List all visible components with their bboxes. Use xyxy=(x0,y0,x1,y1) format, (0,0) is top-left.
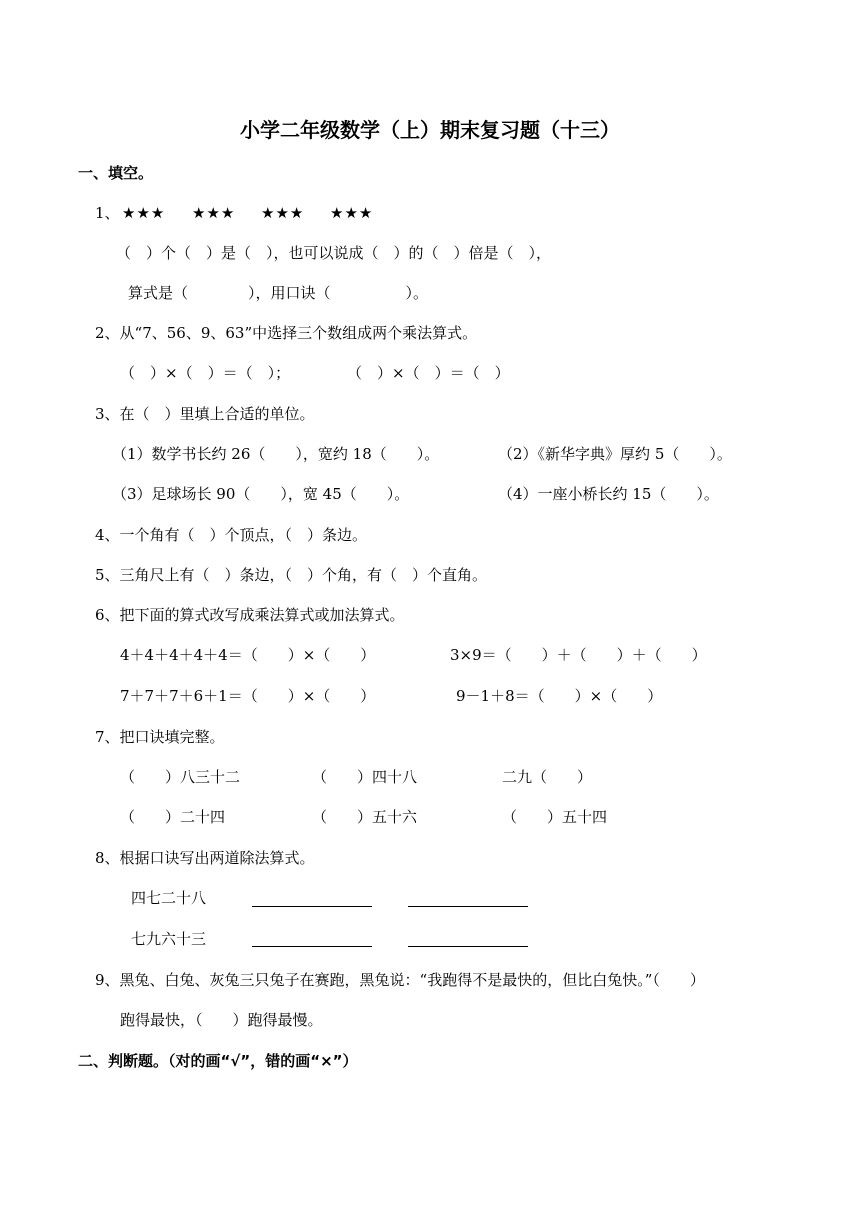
question-2-equation-2: （ ）×（ ）＝（ ） xyxy=(347,364,510,382)
mnemonic-blank-5: （ ）五十六 xyxy=(312,808,418,826)
answer-line-2a xyxy=(252,946,372,947)
question-6-item-2: 3×9＝（ ）＋（ ）＋（ ） xyxy=(450,646,707,664)
section-heading-true-false: 二、判断题。（对的画“√”，错的画“×”） xyxy=(78,1052,358,1070)
question-5-text: 5、三角尺上有（ ）条边，（ ）个角，有（ ）个直角。 xyxy=(95,566,488,584)
mnemonic-blank-2: （ ）四十八 xyxy=(312,768,418,786)
question-6-item-3: 7＋7＋7＋6＋1＝（ ）×（ ） xyxy=(120,687,376,705)
answer-line-1a xyxy=(252,906,372,907)
question-6-item-1: 4＋4＋4＋4＋4＝（ ）×（ ） xyxy=(120,646,376,664)
question-3-item-2: （2）《新华字典》厚约 5（ ）。 xyxy=(498,445,732,463)
mnemonic-row-2: 七九六十三 xyxy=(131,930,207,948)
question-3-text: 3、在（ ）里填上合适的单位。 xyxy=(95,405,315,423)
question-2-equation-1: （ ）×（ ）＝（ ）； xyxy=(120,364,291,382)
answer-line-1b xyxy=(408,906,528,907)
answer-line-2b xyxy=(408,946,528,947)
question-1-line-1: （ ）个（ ）是（ ），也可以说成（ ）的（ ）倍是（ ）， xyxy=(116,244,552,262)
mnemonic-blank-3: 二九（ ） xyxy=(502,768,593,786)
question-6-item-4: 9－1＋8＝（ ）×（ ） xyxy=(456,687,663,705)
mnemonic-blank-4: （ ）二十四 xyxy=(120,808,226,826)
mnemonic-row-1: 四七二十八 xyxy=(131,889,207,907)
question-2-text: 2、从“7、56、9、63”中选择三个数组成两个乘法算式。 xyxy=(95,324,478,342)
mnemonic-blank-1: （ ）八三十二 xyxy=(120,768,241,786)
star-group-4: ★★★ xyxy=(330,204,374,222)
star-group-2: ★★★ xyxy=(192,204,236,222)
question-7-text: 7、把口诀填完整。 xyxy=(95,728,225,746)
question-3-item-3: （3）足球场长 90（ ），宽 45（ ）。 xyxy=(112,485,410,503)
star-group-1: ★★★ xyxy=(122,204,166,222)
question-3-item-4: （4）一座小桥长约 15（ ）。 xyxy=(498,485,719,503)
question-9-line-2: 跑得最快，（ ）跑得最慢。 xyxy=(120,1011,323,1029)
question-1-number: 1、 xyxy=(95,204,120,222)
star-group-3: ★★★ xyxy=(261,204,305,222)
page-title: 小学二年级数学（上）期末复习题（十三） xyxy=(240,118,620,142)
question-4-text: 4、一个角有（ ）个顶点，（ ）条边。 xyxy=(95,526,368,544)
question-9-line-1: 9、黑兔、白兔、灰兔三只兔子在赛跑，黑兔说：“我跑得不是最快的，但比白兔快。”（ ） xyxy=(95,971,705,989)
question-8-text: 8、根据口诀写出两道除法算式。 xyxy=(95,849,315,867)
question-1-line-2: 算式是（ ），用口诀（ ）。 xyxy=(128,284,429,302)
question-3-item-1: （1）数学书长约 26（ ），宽约 18（ ）。 xyxy=(112,445,440,463)
question-6-text: 6、把下面的算式改写成乘法算式或加法算式。 xyxy=(95,606,405,624)
section-heading-fill-in: 一、填空。 xyxy=(78,164,154,182)
mnemonic-blank-6: （ ）五十四 xyxy=(502,808,608,826)
